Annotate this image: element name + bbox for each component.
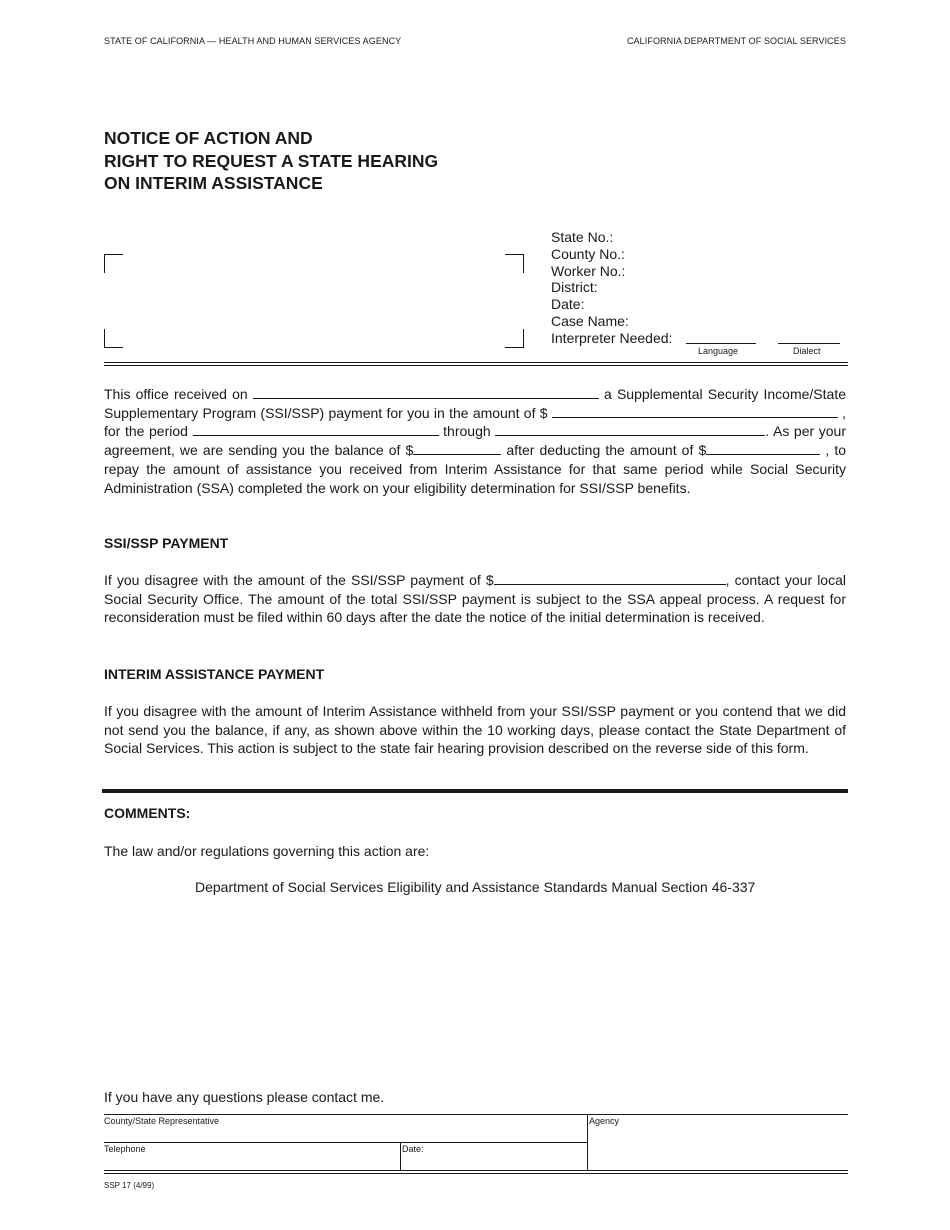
district-label: District: [551,279,598,296]
date-label: Date: [551,296,585,313]
agency-field[interactable]: Agency [589,1116,620,1126]
interim-assistance-paragraph: If you disagree with the amount of Interim Assistance withheld from your SSI/SSP payment or you contend that we did not send you the balance, if any, as shown above within the 10 working days, please contact the State Department of Social Services. This action is subject to the state fair hearing provision described on the reverse side of this form. [104,703,846,757]
ssi-text-2: , contact your local Social Security Office. The amount of the total SSI/SSP payment is subject to the SSA appeal process. A request for reconsideration must be filed within 60 days after the date the notice of the initial determination is received. [104,572,846,626]
intro-text-7: , to repay the amount of assistance you received from Interim Assistance for that same period while Social Security Administration (SSA) completed the work on your eligibility determination for SSI/SSP benefits. [104,442,847,496]
title-line-2: RIGHT TO REQUEST A STATE HEARING [104,150,439,171]
address-corner-top-left [104,254,123,273]
comments-heading: COMMENTS: [104,805,191,821]
divider-top [104,362,848,363]
divider-top-second [104,365,848,366]
intro-text-3: , for the period [104,404,846,440]
county-no-label: County No.: [551,245,625,262]
address-corner-bottom-right [505,329,524,348]
dialect-field[interactable] [778,343,840,344]
worker-no-label: Worker No.: [551,262,626,279]
law-reference: Department of Social Services Eligibility and Assistance Standards Manual Section 46-337 [195,879,756,895]
footer-table-vdivider-agency [587,1114,588,1170]
state-no-label: State No.: [551,229,614,245]
questions-text: If you have any questions please contact me. [104,1089,385,1105]
case-name-label: Case Name: [551,312,629,329]
dialect-caption: Dialect [793,346,821,356]
ssi-text-1: If you disagree with the amount of the SSI/SSP payment of $ [104,572,494,588]
title-line-1: NOTICE OF ACTION AND [104,128,313,148]
telephone-field[interactable]: Telephone [104,1144,146,1154]
interpreter-label: Interpreter Needed: [551,329,673,346]
period-end-field[interactable] [495,423,765,436]
received-date-field[interactable] [253,386,599,399]
intro-text-4: through [443,423,491,440]
language-field[interactable] [686,343,756,344]
footer-table-mid [104,1142,587,1143]
ssi-ssp-heading: SSI/SSP PAYMENT [104,535,229,551]
intro-text-5: . As per your agreement, we are sending you the balance of $ [104,423,846,459]
agency-header: STATE OF CALIFORNIA — HEALTH AND HUMAN SERVICES AGENCY [104,36,402,46]
page-title [104,127,438,195]
intro-text-1: This office received on [104,386,248,402]
title-line-3: ON INTERIM ASSISTANCE [104,173,323,193]
footer-table-bottom [104,1170,848,1171]
ssi-amount-field[interactable] [494,572,726,585]
law-intro: The law and/or regulations governing this action are: [104,843,430,859]
intro-paragraph [104,385,846,497]
intro-text-6: after deducting the amount of $ [506,442,707,459]
language-caption: Language [698,346,739,356]
balance-amount-field[interactable] [413,442,501,455]
deduction-amount-field[interactable] [706,442,820,455]
period-start-field[interactable] [193,423,439,436]
footer-table-vdivider-date [400,1142,401,1170]
case-info-block [551,229,672,347]
intro-text-2: a Supplemental Security Income/State Supplementary Program (SSI/SSP) payment for you in the amount of $ [104,386,846,421]
address-corner-top-right [505,254,524,273]
ssi-ssp-paragraph [104,571,846,627]
footer-table-bottom-second [104,1173,848,1174]
representative-field[interactable]: County/State Representative [104,1116,220,1126]
comments-divider [102,789,848,793]
date-field[interactable]: Date: [402,1144,424,1154]
payment-amount-field[interactable] [552,405,838,418]
interim-assistance-heading: INTERIM ASSISTANCE PAYMENT [104,666,325,682]
form-id: SSP 17 (4/99) [104,1181,155,1190]
address-corner-bottom-left [104,329,123,348]
footer-table-top [104,1114,848,1115]
department-header: CALIFORNIA DEPARTMENT OF SOCIAL SERVICES [626,36,846,46]
